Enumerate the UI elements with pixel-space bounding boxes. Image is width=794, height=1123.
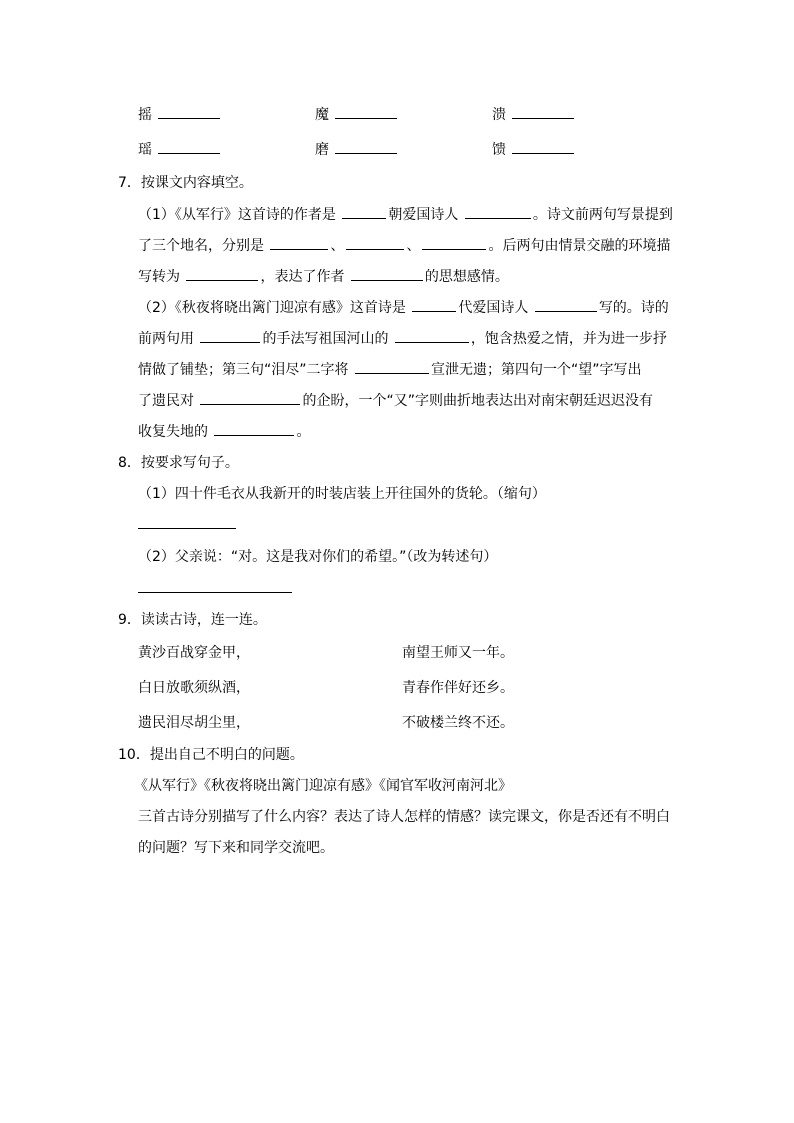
char-item: 馈 <box>492 139 576 160</box>
char-item: 溃 <box>492 104 576 125</box>
q7-line: 了遗民对 的企盼，一个“又”字则曲折地表达出对南宋朝廷迟迟没有 <box>138 390 653 411</box>
q7-line: （2）《秋夜将晓出篱门迎凉有感》这首诗是 代爱国诗人 写的。诗的 <box>138 297 669 318</box>
q7-line: 收复失地的 。 <box>138 421 310 442</box>
q8-sentence-1: （1）四十件毛衣从我新开的时装店装上开往国外的货轮。（缩句） <box>138 486 546 502</box>
char-item: 魔 <box>315 104 399 125</box>
answer-blank[interactable] <box>395 328 469 343</box>
q7-line: 情做了铺垫；第三句“泪尽”二字将 宣泄无遗；第四句一个“望”字写出 <box>138 359 641 380</box>
poem-line-left[interactable]: 遗民泪尽胡尘里， <box>138 715 250 731</box>
answer-blank[interactable] <box>412 297 456 312</box>
answer-blank[interactable] <box>200 328 260 343</box>
answer-blank[interactable] <box>342 204 386 219</box>
q10-paragraph-line: 三首古诗分别描写了什么内容？表达了诗人怎样的情感？读完课文，你是否还有不明白 <box>138 809 670 825</box>
answer-blank[interactable] <box>346 235 404 250</box>
question-10-heading: 10．提出自己不明白的问题。 <box>118 747 304 763</box>
answer-blank[interactable] <box>200 390 300 405</box>
answer-blank[interactable] <box>270 235 328 250</box>
answer-line[interactable] <box>138 528 236 529</box>
answer-blank[interactable] <box>465 204 531 219</box>
poem-line-right[interactable]: 不破楼兰终不还。 <box>402 715 514 731</box>
answer-blank[interactable] <box>422 235 486 250</box>
q7-line: 了三个地名，分别是 、 、 。后两句由情景交融的环境描 <box>138 235 670 256</box>
answer-line[interactable] <box>138 592 292 593</box>
q8-sentence-2: （2）父亲说：“对。这是我对你们的希望。”（改为转述句） <box>138 549 498 565</box>
answer-blank[interactable] <box>512 139 574 154</box>
q7-line: 前两句用 的手法写祖国河山的 ，饱含热爱之情，并为进一步抒 <box>138 328 667 349</box>
poem-line-right[interactable]: 南望王师又一年。 <box>402 645 514 661</box>
q7-line: 写转为 ，表达了作者 的思想感情。 <box>138 266 509 287</box>
answer-blank[interactable] <box>335 104 397 119</box>
poem-line-left[interactable]: 白日放歌须纵酒， <box>138 680 250 696</box>
poem-line-right[interactable]: 青春作伴好还乡。 <box>402 680 514 696</box>
answer-blank[interactable] <box>158 139 220 154</box>
answer-blank[interactable] <box>158 104 220 119</box>
char-item: 摇 <box>138 104 222 125</box>
poem-titles: 《从军行》《秋夜将晓出篱门迎凉有感》《闻官军收河南河北》 <box>134 778 512 794</box>
question-7-heading: 7．按课文内容填空。 <box>118 175 253 191</box>
q7-line: （1）《从军行》这首诗的作者是 朝爱国诗人 。诗文前两句写景提到 <box>138 204 673 225</box>
answer-blank[interactable] <box>355 359 429 374</box>
answer-blank[interactable] <box>512 104 574 119</box>
answer-blank[interactable] <box>351 266 423 281</box>
poem-line-left[interactable]: 黄沙百战穿金甲， <box>138 645 250 661</box>
char-item: 磨 <box>315 139 399 160</box>
char-item: 瑶 <box>138 139 222 160</box>
answer-blank[interactable] <box>535 297 597 312</box>
q10-paragraph-line: 的问题？写下来和同学交流吧。 <box>138 840 334 856</box>
question-8-heading: 8．按要求写句子。 <box>118 455 239 471</box>
question-9-heading: 9．读读古诗，连一连。 <box>118 612 267 628</box>
answer-blank[interactable] <box>214 421 294 436</box>
answer-blank[interactable] <box>186 266 258 281</box>
answer-blank[interactable] <box>335 139 397 154</box>
